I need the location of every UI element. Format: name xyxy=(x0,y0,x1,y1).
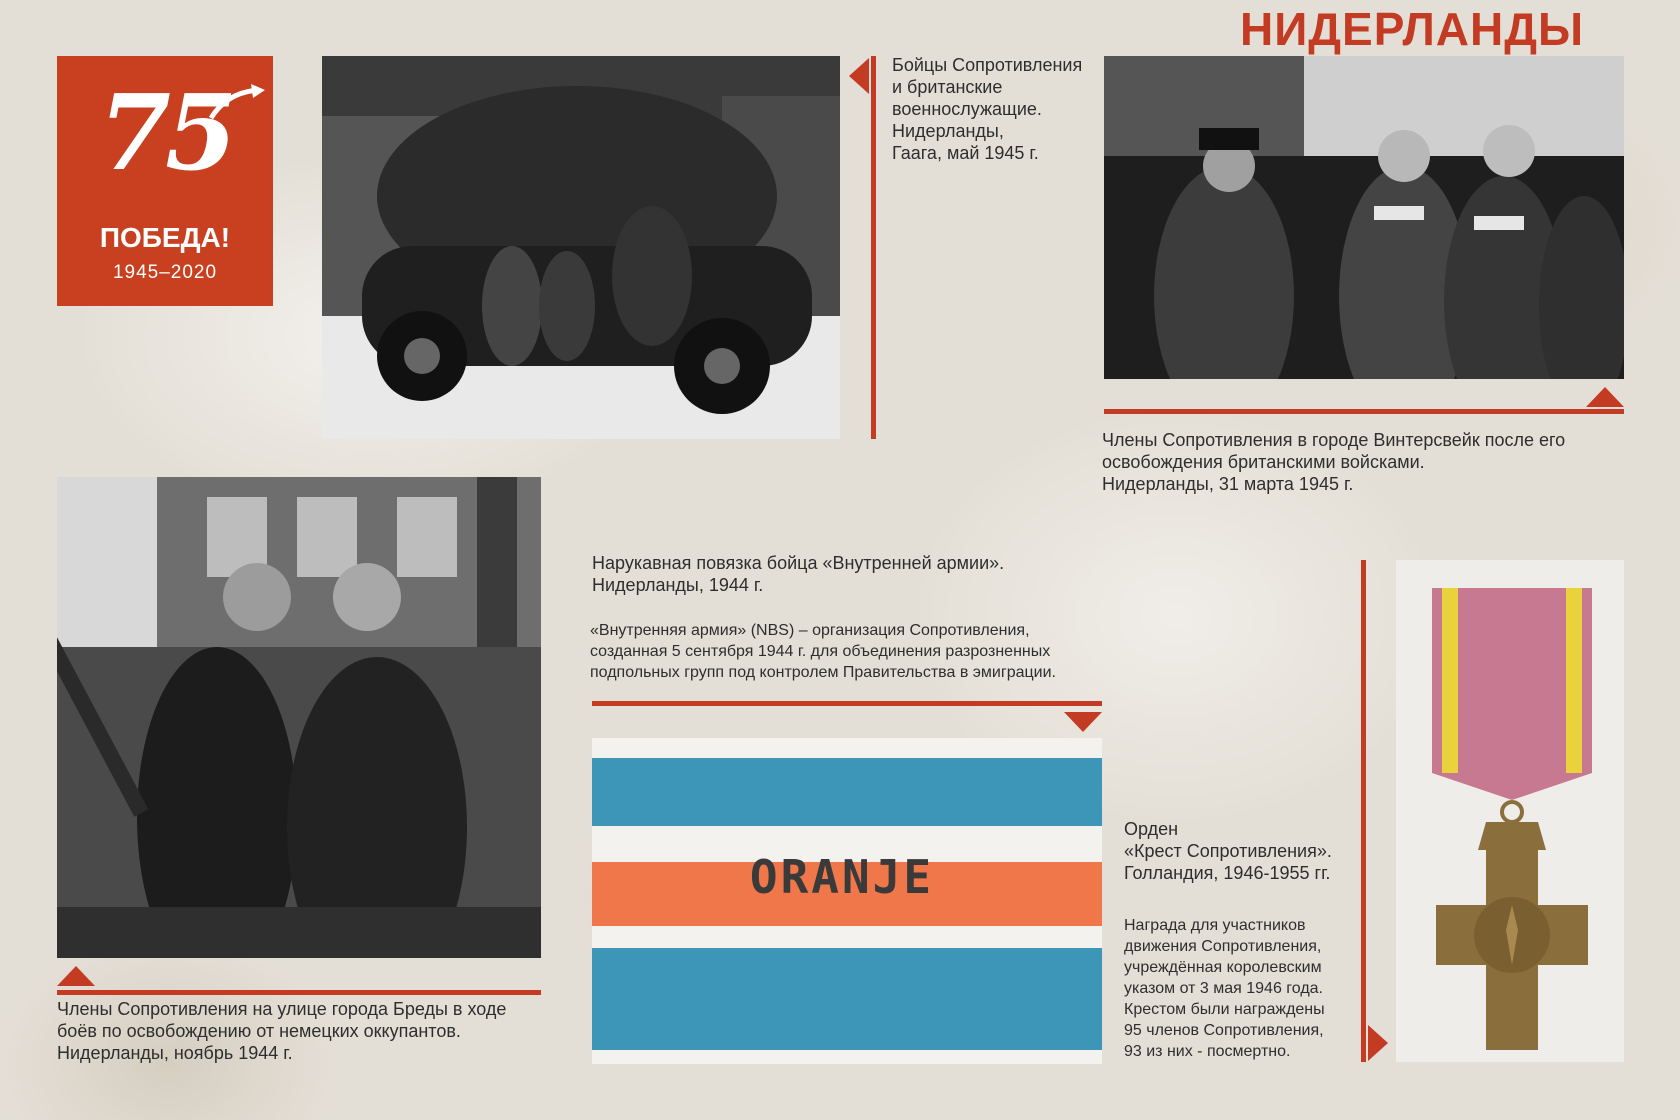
caption-winterswijk xyxy=(1102,429,1662,495)
divider-horizontal xyxy=(57,990,541,995)
logo-number: 75 xyxy=(98,71,232,194)
photo-truck-graphic xyxy=(322,56,840,439)
caption-line: Члены Сопротивления в городе Винтерсвейк после его xyxy=(1102,430,1566,450)
caption-line: 93 из них - посмертно. xyxy=(1124,1043,1291,1060)
caption-line: Голландия, 1946-1955 гг. xyxy=(1124,863,1331,883)
page-title: НИДЕРЛАНДЫ xyxy=(1240,3,1585,55)
armband-text: ORANJE xyxy=(749,850,935,904)
logo-years: 1945–2020 xyxy=(112,262,218,283)
armband-image xyxy=(592,738,1102,1064)
caption-line: военнослужащие. xyxy=(892,99,1042,119)
caption-line: Гаага, май 1945 г. xyxy=(892,143,1039,163)
caption-line: подпольных групп под контролем Правительства в эмиграции. xyxy=(590,664,1056,681)
caption-line: Бойцы Сопротивления xyxy=(892,55,1083,75)
armband-stripe-blue-bottom xyxy=(592,948,1102,1050)
caption-line: движения Сопротивления, xyxy=(1124,938,1322,955)
caption-armband-desc xyxy=(590,620,1130,683)
caption-line: боёв по освобождению от немецких оккупантов. xyxy=(57,1021,461,1041)
photo-resistance-truck-hague xyxy=(322,56,840,439)
arrow-up-icon xyxy=(57,966,95,986)
caption-line: «Крест Сопротивления». xyxy=(1124,841,1332,861)
medal-resistance-cross-image xyxy=(1396,560,1624,1062)
arrow-left-icon xyxy=(849,58,869,94)
arrow-right-icon xyxy=(1368,1025,1388,1061)
medal-graphic xyxy=(1396,560,1624,1062)
arrow-icon xyxy=(207,82,267,122)
divider-horizontal xyxy=(1104,409,1624,414)
logo-slogan: ПОБЕДА! xyxy=(99,222,231,253)
caption-line: Члены Сопротивления на улице города Бреды в ходе xyxy=(57,999,507,1019)
caption-line: Награда для участников xyxy=(1124,917,1306,934)
caption-line: 95 членов Сопротивления, xyxy=(1124,1022,1324,1039)
divider-vertical xyxy=(871,56,876,439)
caption-armband-title xyxy=(592,552,1092,596)
caption-line: и британские xyxy=(892,77,1003,97)
caption-line: указом от 3 мая 1946 года. xyxy=(1124,980,1323,997)
caption-line: созданная 5 сентября 1944 г. для объединения разрозненных xyxy=(590,643,1051,660)
arrow-down-icon xyxy=(1064,712,1102,732)
caption-line: Крестом были награждены xyxy=(1124,1001,1325,1018)
photo-breda-street xyxy=(57,477,541,958)
armband-stripe-blue-top xyxy=(592,758,1102,826)
caption-line: освобождения британскими войсками. xyxy=(1102,452,1425,472)
caption-line: Нидерланды, xyxy=(892,121,1004,141)
divider-vertical xyxy=(1361,560,1366,1062)
photo-breda-graphic xyxy=(57,477,541,958)
photo-winterswijk xyxy=(1104,56,1624,379)
caption-line: учреждённая королевским xyxy=(1124,959,1322,976)
caption-line: «Внутренняя армия» (NBS) – организация Сопротивления, xyxy=(590,622,1030,639)
caption-line: Нидерланды, 1944 г. xyxy=(592,575,764,595)
caption-order-title xyxy=(1124,818,1364,884)
caption-order-desc xyxy=(1124,915,1364,1062)
caption-hague xyxy=(892,54,1112,164)
caption-breda xyxy=(57,998,577,1064)
photo-winterswijk-graphic xyxy=(1104,56,1624,379)
caption-line: Нарукавная повязка бойца «Внутренней армии». xyxy=(592,553,1005,573)
victory-75-logo xyxy=(57,56,273,306)
caption-line: Нидерланды, ноябрь 1944 г. xyxy=(57,1043,293,1063)
caption-line: Нидерланды, 31 марта 1945 г. xyxy=(1102,474,1354,494)
arrow-up-icon xyxy=(1586,387,1624,407)
caption-line: Орден xyxy=(1124,819,1179,839)
divider-horizontal xyxy=(592,701,1102,706)
